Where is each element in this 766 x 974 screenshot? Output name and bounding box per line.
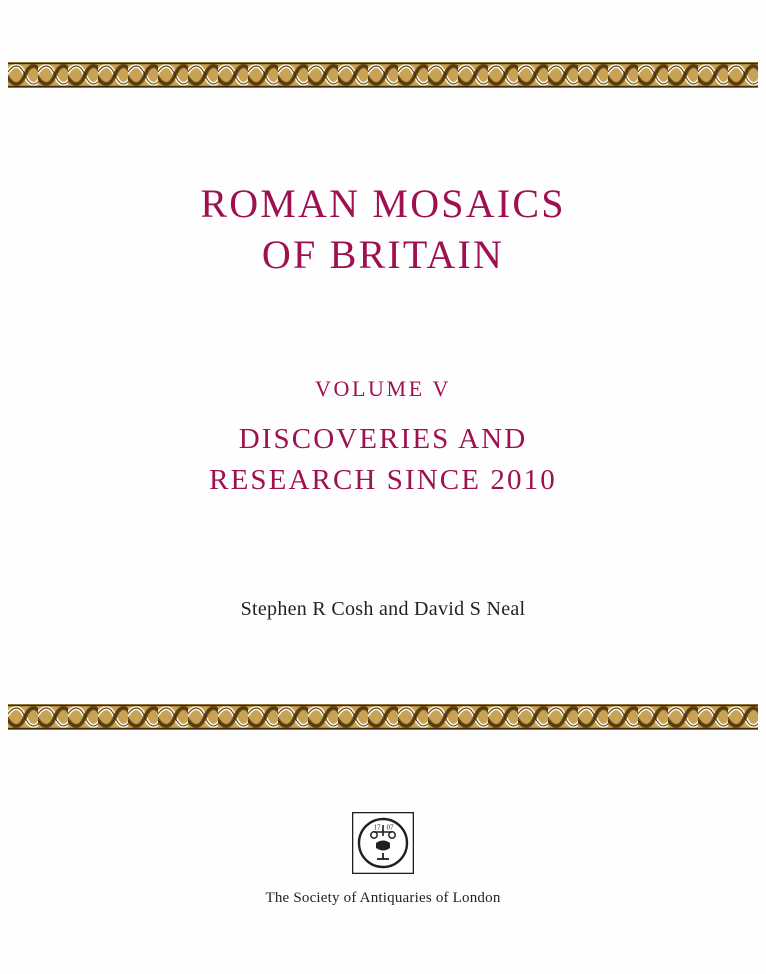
crest-year-right: 07 — [386, 823, 394, 832]
volume-block — [0, 372, 766, 501]
main-title-line-1: ROMAN MOSAICS — [200, 181, 566, 226]
braid-pattern-icon — [8, 62, 758, 88]
volume-label: VOLUME V — [315, 376, 451, 401]
main-title — [0, 178, 766, 280]
subtitle-line-1: DISCOVERIES AND — [238, 423, 528, 455]
crest-year-left: 17 — [373, 823, 381, 832]
authors: Stephen R Cosh and David S Neal — [240, 598, 526, 620]
braid-pattern-icon — [8, 704, 758, 730]
bottom-ornamental-band — [8, 704, 758, 730]
page-title — [0, 178, 766, 280]
main-title-line-2: OF BRITAIN — [261, 232, 505, 278]
subtitle-line-2: RESEARCH SINCE 2010 — [209, 464, 557, 497]
publisher-name: The Society of Antiquaries of London — [265, 890, 501, 906]
publisher-logo — [0, 812, 766, 879]
top-ornamental-band — [8, 62, 758, 88]
society-of-antiquaries-crest-icon — [352, 812, 414, 874]
